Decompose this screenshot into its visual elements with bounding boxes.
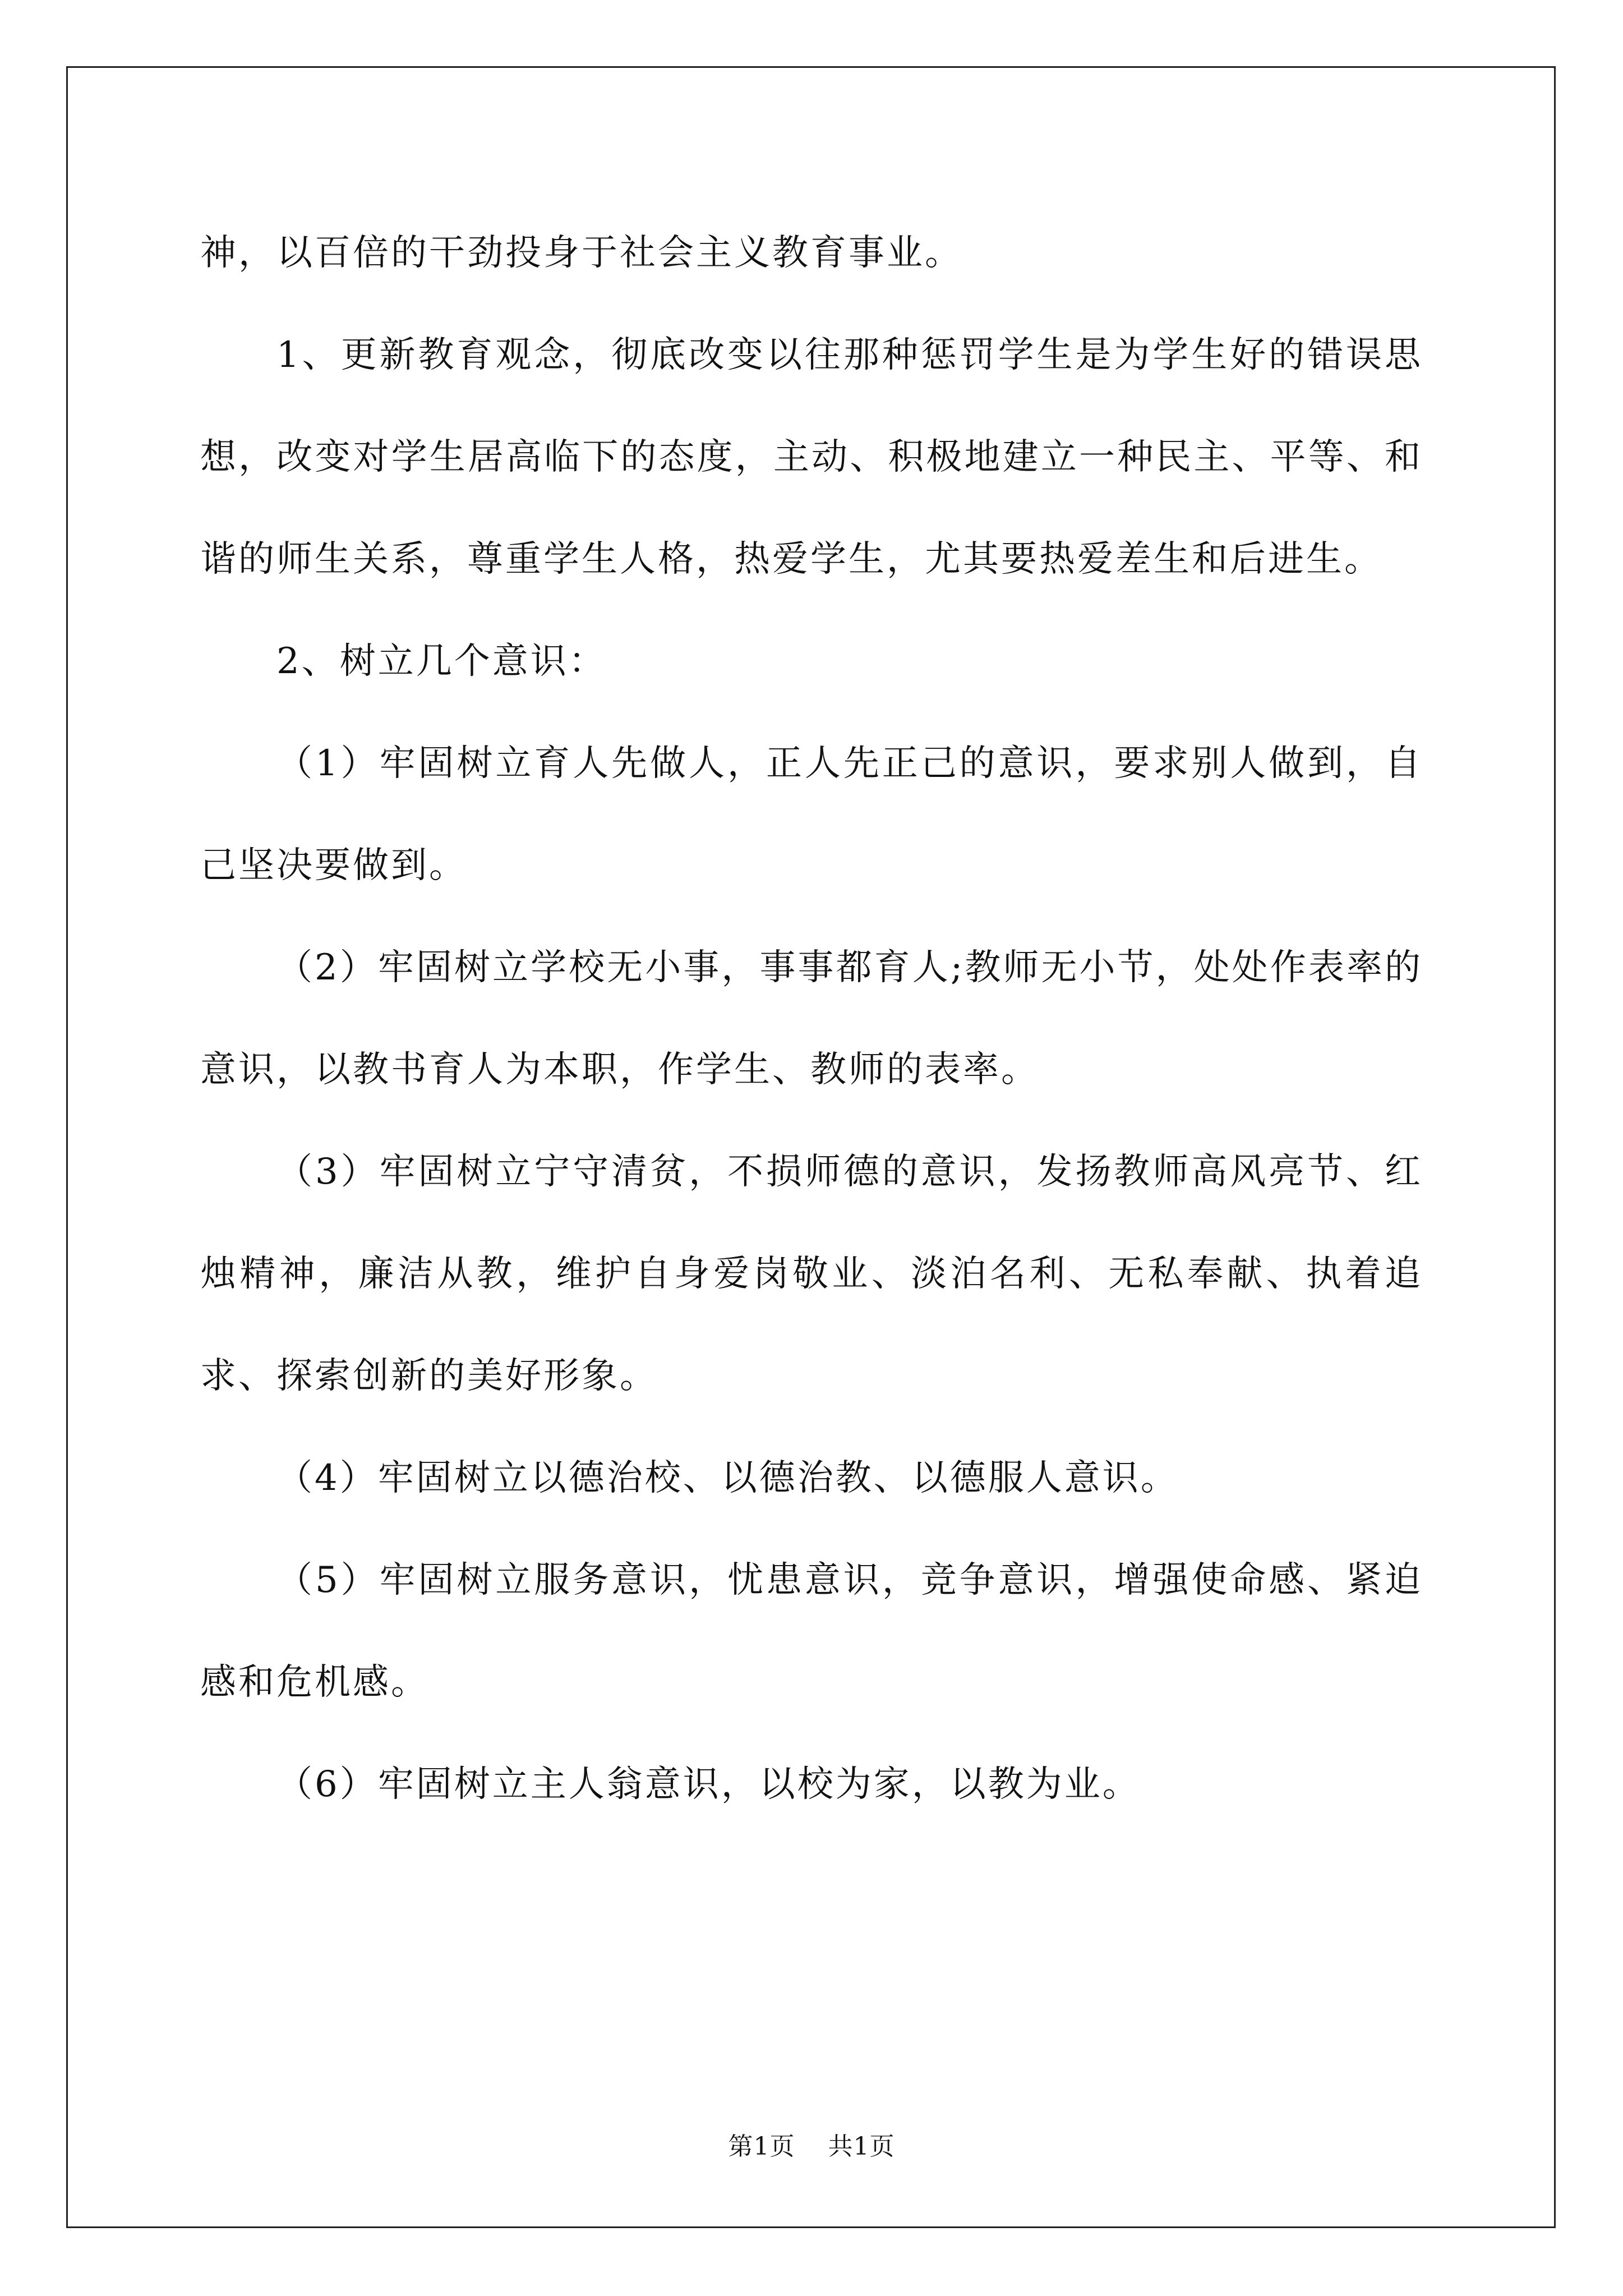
paragraph-continuation: 神，以百倍的干劲投身于社会主义教育事业。 bbox=[200, 232, 963, 274]
paragraph-item-2: 2、树立几个意识： bbox=[276, 641, 607, 682]
paragraph-subitem-2: （2）牢固树立学校无小事，事事都育人;教师无小节，处处作表率的意识，以教书育人为本职，作学生、教师的表率。 bbox=[200, 947, 1423, 1091]
paragraph-item-1: 1、更新教育观念，彻底改变以往那种惩罚学生是为学生好的错误思想，改变对学生居高临下的态度，主动、积极地建立一种民主、平等、和谐的师生关系，尊重学生人格，热爱学生，尤其要热爱差生和后进生。 bbox=[200, 334, 1423, 580]
page-total: 共1页 bbox=[828, 2132, 895, 2161]
page-footer bbox=[0, 2126, 1623, 2162]
page-number: 第1页 bbox=[728, 2132, 795, 2161]
paragraph-subitem-4: （4）牢固树立以德治校、以德治教、以德服人意识。 bbox=[276, 1457, 1179, 1499]
paragraph-subitem-6: （6）牢固树立主人翁意识，以校为家，以教为业。 bbox=[276, 1764, 1141, 1805]
document-body bbox=[200, 202, 1423, 1835]
paragraph-subitem-3: （3）牢固树立宁守清贫，不损师德的意识，发扬教师高风亮节、红烛精神，廉洁从教，维护自身爱岗敬业、淡泊名利、无私奉献、执着追求、探索创新的美好形象。 bbox=[200, 1151, 1423, 1397]
paragraph-subitem-1: （1）牢固树立育人先做人，正人先正己的意识，要求别人做到，自己坚决要做到。 bbox=[200, 743, 1423, 886]
paragraph-subitem-5: （5）牢固树立服务意识，忧患意识，竞争意识，增强使命感、紧迫感和危机感。 bbox=[200, 1559, 1423, 1703]
